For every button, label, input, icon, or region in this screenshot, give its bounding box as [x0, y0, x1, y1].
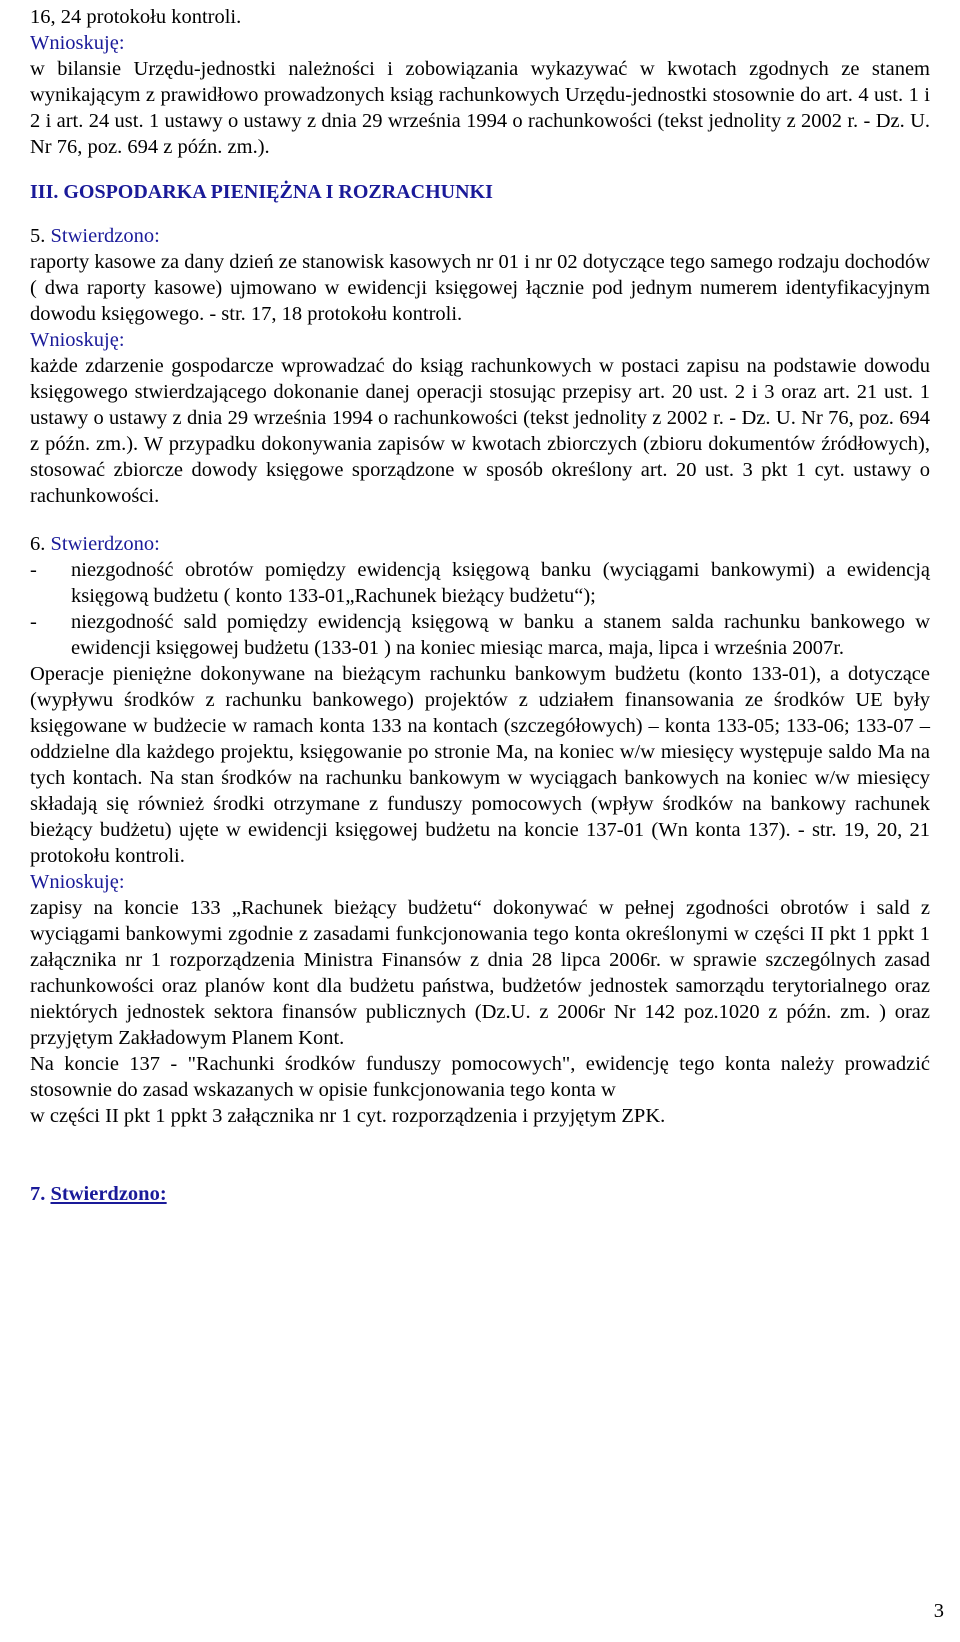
point7-number: 7.	[30, 1183, 46, 1205]
list-item	[30, 557, 930, 609]
document-page	[30, 4, 930, 1207]
spacer	[30, 205, 930, 223]
point5-text: raporty kasowe za dany dzień ze stanowisk kasowych nr 01 i nr 02 dotyczące tego samego rodzaju dochodów ( dwa raporty kasowe) ujmowano w ewidencji księgowej łącznie pod jednym numerem identyfikacyjnym dowodu księgowego. - str. 17, 18 protokołu kontroli.	[30, 251, 930, 325]
point6-extra-2: w części II pkt 1 ppkt 3 załącznika nr 1 cyt. rozporządzenia i przyjętym ZPK.	[30, 1105, 666, 1127]
point5-wnioskuje-text: każde zdarzenie gospodarcze wprowadzać do ksiąg rachunkowych w postaci zapisu na podstawie dowodu księgowego stwierdzającego dokonanie danej operacji stosując przepisy art. 20 ust. 2 i 3 oraz art. 21 ust. 1 ustawy o ustawy z dnia 29 września 1994 o rachunkowości (tekst jednolity z 2002 r. - Dz. U. Nr 76, poz. 694 z późn. zm.). W przypadku dokonywania zapisów w kwotach zbiorczych (zbioru dokumentów źródłowych), stosować zbiorcze dowody księgowe sporządzone w sposób określony art. 20 ust. 3 pkt 1 cyt. ustawy o rachunkowości.	[30, 355, 930, 507]
point6-wnioskuje-text: zapisy na koncie 133 „Rachunek bieżący budżetu“ dokonywać w pełnej zgodności obrotów i sald z wyciągami bankowymi zgodnie z zasadami funkcjonowania tego konta określonymi w części II pkt 1 ppkt 1 załącznika nr 1 rozporządzenia Ministra Finansów z dnia 28 lipca 2006r. w sprawie szczególnych zasad rachunkowości oraz planów kont dla budżetu państwa, budżetów jednostek samorządu terytorialnego oraz niektórych jednostek sektora finansów publicznych (Dz.U. z 2006r Nr 142 poz.1020 z późn. zm. ) oraz przyjętym Zakładowym Planem Kont.	[30, 897, 930, 1049]
point6-label: Stwierdzono:	[50, 533, 160, 555]
dash-bullet: -	[30, 559, 37, 581]
spacer	[30, 1129, 930, 1181]
point6-bullet-list	[30, 557, 930, 661]
point5-label: Stwierdzono:	[50, 225, 160, 247]
list-item	[30, 609, 930, 661]
point7-label: Stwierdzono:	[50, 1183, 167, 1205]
point6-text: Operacje pieniężne dokonywane na bieżącym rachunku bankowym budżetu (konto 133-01), a dotyczące (wypływu środków z rachunku bankowego) projektów z udziałem finansowania ze środków UE były księgowane w budżecie w ramach konta 133 na kontach (szczegółowych) – konta 133-05; 133-06; 133-07 – oddzielne dla każdego projektu, księgowanie po stronie Ma, na koniec w/w miesięcy występuje saldo Ma na tych kontach. Na stan środków na rachunku bankowym w wyciągach bankowych na koniec w/w miesięcy składają się również środki otrzymane z funduszy pomocowych (wpływ środków na bankowy rachunek bieżący budżetu) ujęte w ewidencji księgowej budżetu na koncie 137-01 (Wn konta 137). - str. 19, 20, 21 protokołu kontroli.	[30, 663, 930, 867]
point5-wnioskuje-label: Wnioskuję:	[30, 329, 125, 351]
section-heading: III. GOSPODARKA PIENIĘŻNA I ROZRACHUNKI	[30, 181, 493, 203]
point6-heading	[30, 531, 930, 557]
spacer	[30, 509, 930, 531]
point5-number: 5.	[30, 225, 46, 247]
point7-heading	[30, 1181, 930, 1207]
intro-wnioskuje-label: Wnioskuję:	[30, 32, 125, 54]
dash-bullet: -	[30, 611, 37, 633]
list-item-text: niezgodność sald pomiędzy ewidencją księgową w banku a stanem salda rachunku bankowego w ewidencji księgowej budżetu (133-01 ) na koniec miesiąc marca, maja, lipca i września 2007r.	[71, 611, 930, 659]
page-number: 3	[933, 1600, 944, 1622]
point6-number: 6.	[30, 533, 46, 555]
point6-wnioskuje-label: Wnioskuję:	[30, 871, 125, 893]
intro-fragment: 16, 24 protokołu kontroli.	[30, 6, 242, 28]
list-item-text: niezgodność obrotów pomiędzy ewidencją księgową banku (wyciągami bankowymi) a ewidencją księgową budżetu ( konto 133-01„Rachunek bieżący budżetu“);	[71, 559, 930, 607]
point6-extra-1: Na koncie 137 - "Rachunki środków funduszy pomocowych", ewidencję tego konta należy prowadzić stosownie do zasad wskazanych w opisie funkcjonowania tego konta w	[30, 1053, 930, 1101]
point5-heading	[30, 223, 930, 249]
intro-wnioskuje-text: w bilansie Urzędu-jednostki należności i zobowiązania wykazywać w kwotach zgodnych ze stanem wynikającym z prawidłowo prowadzonych ksiąg rachunkowych Urzędu-jednostki stosownie do art. 4 ust. 1 i 2 i art. 24 ust. 1 ustawy o ustawy z dnia 29 września 1994 o rachunkowości (tekst jednolity z 2002 r. - Dz. U. Nr 76, poz. 694 z późn. zm.).	[30, 58, 930, 158]
